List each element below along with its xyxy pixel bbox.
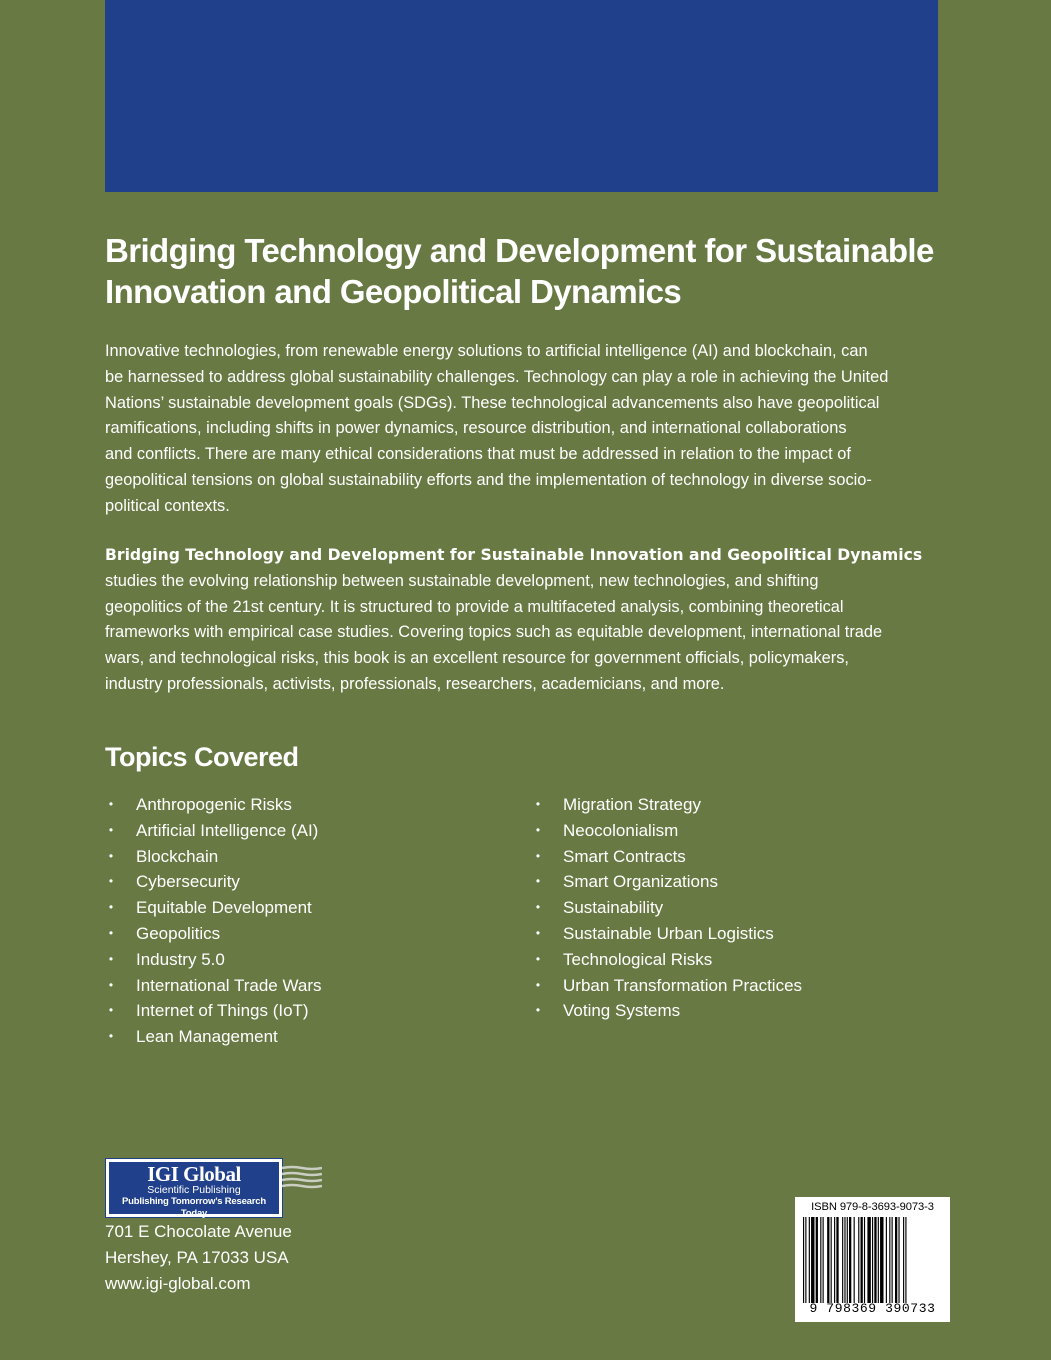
bullet-icon: • — [535, 900, 541, 915]
bullet-icon: • — [108, 951, 114, 966]
barcode-bar — [854, 1217, 855, 1303]
publisher-tagline: Publishing Tomorrow’s Research Today — [122, 1196, 266, 1219]
bullet-icon: • — [535, 1003, 541, 1018]
book-title — [105, 230, 965, 312]
barcode-bar — [878, 1217, 879, 1303]
barcode-bar — [823, 1217, 824, 1303]
barcode-bar — [867, 1217, 870, 1303]
summary-book-title: Bridging Technology and Development for Sustainable Innovation and Geopolitical Dynamics — [105, 546, 923, 564]
topic-item: • Artificial Intelligence (AI) — [105, 818, 322, 844]
bullet-icon: • — [108, 848, 114, 863]
bullet-icon: • — [535, 797, 541, 811]
topic-item: • Sustainable Urban Logistics — [532, 921, 802, 947]
barcode-bar — [903, 1217, 904, 1303]
topic-item: • Anthropogenic Risks — [105, 792, 322, 818]
barcode-bar — [834, 1217, 835, 1303]
barcode-bar — [872, 1217, 873, 1303]
bullet-icon: • — [535, 874, 541, 889]
barcode-bar — [803, 1217, 804, 1303]
address-line: Hershey, PA 17033 USA — [105, 1248, 289, 1267]
bullet-icon: • — [108, 797, 114, 811]
summary-line: frameworks with empirical case studies. Covering topics such as equitable development, international trade — [105, 623, 883, 642]
barcode-digits: 9 798369 390733 — [809, 1301, 936, 1316]
isbn-label: ISBN 979-8-3693-9073-3 — [811, 1201, 934, 1213]
topic-item: • Migration Strategy — [532, 792, 802, 818]
publisher-logo — [105, 1158, 283, 1218]
barcode-bar — [816, 1217, 818, 1303]
bullet-icon: • — [108, 925, 114, 940]
topic-item: • Voting Systems — [532, 998, 802, 1024]
topic-item: • Industry 5.0 — [105, 947, 322, 973]
topic-item: • Internet of Things (IoT) — [105, 998, 322, 1024]
barcode-bar — [905, 1217, 906, 1303]
barcode-bar — [861, 1217, 863, 1303]
topics-list-left — [105, 792, 322, 1050]
barcode-bar — [805, 1217, 806, 1303]
description-line: Innovative technologies, from renewable energy solutions to artificial intelligence (AI) and blockchain, can — [105, 342, 868, 360]
topic-item: • Smart Contracts — [532, 844, 802, 870]
barcode-bars-icon — [801, 1217, 944, 1303]
barcode-bar — [864, 1217, 865, 1303]
summary-line: geopolitics of the 21st century. It is structured to provide a multifaceted analysis, combining theoretical — [105, 597, 844, 616]
summary-line: industry professionals, activists, professionals, researchers, academicians, and more. — [105, 674, 725, 693]
topics-heading: Topics Covered — [105, 742, 299, 772]
publisher-website[interactable]: www.igi-global.com — [105, 1274, 251, 1293]
topic-item: • Blockchain — [105, 844, 322, 870]
topic-item: • Equitable Development — [105, 895, 322, 921]
topic-item: • Sustainability — [532, 895, 802, 921]
bullet-icon: • — [535, 951, 541, 966]
bullet-icon: • — [535, 977, 541, 992]
barcode-bar — [827, 1217, 829, 1303]
bullet-icon: • — [535, 925, 541, 940]
bullet-icon: • — [108, 900, 114, 915]
barcode-bar — [820, 1217, 821, 1303]
publisher-address — [105, 1219, 292, 1297]
publisher-name: IGI Global — [147, 1162, 241, 1186]
address-line: 701 E Chocolate Avenue — [105, 1222, 292, 1241]
title-line: Bridging Technology and Development for Sustainable — [105, 232, 934, 269]
description-line: Nations’ sustainable development goals (SDGs). These technological advancements also have geopolitical — [105, 393, 880, 412]
title-line: Innovation and Geopolitical Dynamics — [105, 273, 682, 310]
barcode-bar — [858, 1217, 859, 1303]
bullet-icon: • — [108, 977, 114, 992]
cover-banner — [105, 0, 938, 192]
topic-item: • Neocolonialism — [532, 818, 802, 844]
summary-paragraph — [105, 543, 945, 698]
description-line: ramifications, including shifts in power dynamics, resource distribution, and international collaborations — [105, 419, 847, 438]
barcode-bar — [847, 1217, 848, 1303]
barcode-bar — [889, 1217, 890, 1303]
description-paragraph — [105, 339, 945, 520]
bullet-icon: • — [535, 822, 541, 837]
bullet-icon: • — [108, 1003, 114, 1018]
bullet-icon: • — [108, 1029, 114, 1044]
description-line: geopolitical tensions on global sustainability efforts and the implementation of technology in diverse socio- — [105, 470, 872, 489]
barcode-bar — [849, 1217, 851, 1303]
topic-item: • Cybersecurity — [105, 869, 322, 895]
publisher-subtitle: Scientific Publishing — [147, 1184, 241, 1196]
barcode-bar — [809, 1217, 810, 1303]
topic-item: • Geopolitics — [105, 921, 322, 947]
barcode-bar — [844, 1217, 845, 1303]
description-line: and conflicts. There are many ethical considerations that must be addressed in relation to the impact of — [105, 445, 851, 464]
barcode-bar — [811, 1217, 814, 1303]
topic-item: • Smart Organizations — [532, 869, 802, 895]
topic-item: • Lean Management — [105, 1024, 322, 1050]
barcode-bar — [886, 1217, 887, 1303]
topic-item: • Technological Risks — [532, 947, 802, 973]
topic-item: • Urban Transformation Practices — [532, 973, 802, 999]
barcode-bar — [831, 1217, 832, 1303]
topic-item: • International Trade Wars — [105, 973, 322, 999]
bullet-icon: • — [108, 822, 114, 837]
description-line: be harnessed to address global sustainability challenges. Technology can play a role in achieving the United — [105, 367, 889, 386]
description-line: political contexts. — [105, 496, 230, 515]
barcode-bar — [874, 1217, 876, 1303]
isbn-barcode — [795, 1197, 950, 1322]
barcode-bar — [895, 1217, 897, 1303]
barcode-bar — [842, 1217, 843, 1303]
bullet-icon: • — [108, 874, 114, 889]
summary-line: studies the evolving relationship between sustainable development, new technologies, and shifting — [105, 571, 819, 590]
publisher-logo-plate — [109, 1162, 279, 1219]
barcode-bar — [836, 1217, 838, 1303]
barcode-bar — [898, 1217, 899, 1303]
bullet-icon: • — [535, 848, 541, 863]
logo-swoosh-icon — [282, 1165, 322, 1189]
summary-line: wars, and technological risks, this book is an excellent resource for government officials, policymakers, — [105, 649, 849, 668]
barcode-bar — [880, 1217, 883, 1303]
topics-list-right — [532, 792, 802, 1024]
barcode-bar — [892, 1217, 893, 1303]
